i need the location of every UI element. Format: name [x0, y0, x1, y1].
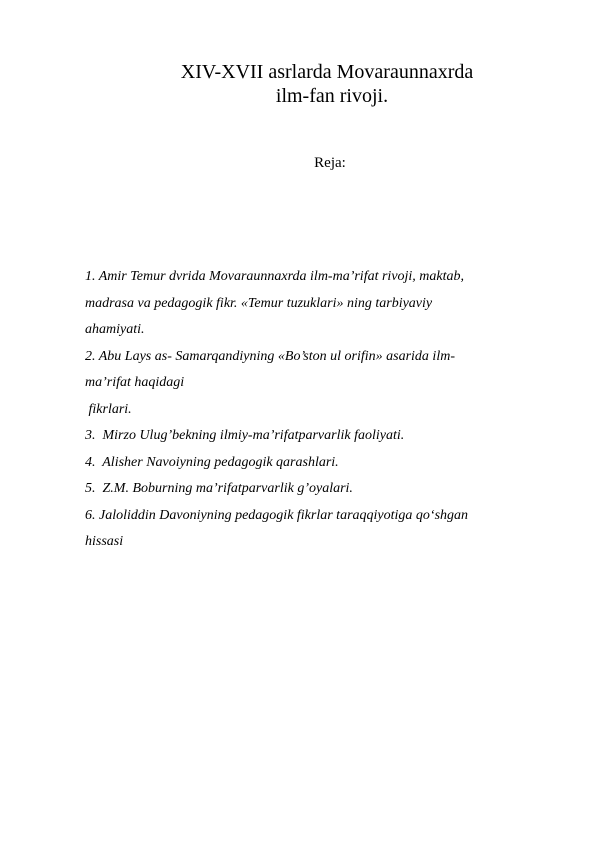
plan-heading: Reja: — [314, 155, 346, 171]
plan-line: hissasi — [85, 534, 124, 549]
plan-line: 2. Abu Lays as- Samarqandiyning «Bo’ston ul orifin» asarida ilm- — [85, 348, 455, 364]
plan-line: 5. Z.M. Boburning ma’rifatparvarlik g’oyalari. — [85, 481, 353, 496]
plan-line: 6. Jaloliddin Davoniyning pedagogik fikrlar taraqqiyotiga qo‘shgan — [85, 507, 469, 523]
title-line-2: ilm-fan rivoji. — [275, 85, 389, 107]
plan-line: madrasa va pedagogik fikr. «Temur tuzuklari» ning tarbiyaviy — [85, 295, 433, 311]
plan-line: ahamiyati. — [85, 322, 145, 337]
plan-line: 1. Amir Temur dvrida Movaraunnaxrda ilm-ma’rifat rivoji, maktab, — [85, 269, 465, 284]
plan-line: 3. Mirzo Ulug’bekning ilmiy-ma’rifatparvarlik faoliyati. — [85, 428, 405, 443]
plan-line: ma’rifat haqidagi — [85, 375, 185, 390]
plan-line: 4. Alisher Navoiyning pedagogik qarashlari. — [85, 454, 339, 470]
title-line-1: XIV-XVII asrlarda Movaraunnaxrda — [180, 61, 474, 83]
plan-list — [85, 264, 555, 556]
plan-line: fikrlari. — [85, 401, 132, 417]
